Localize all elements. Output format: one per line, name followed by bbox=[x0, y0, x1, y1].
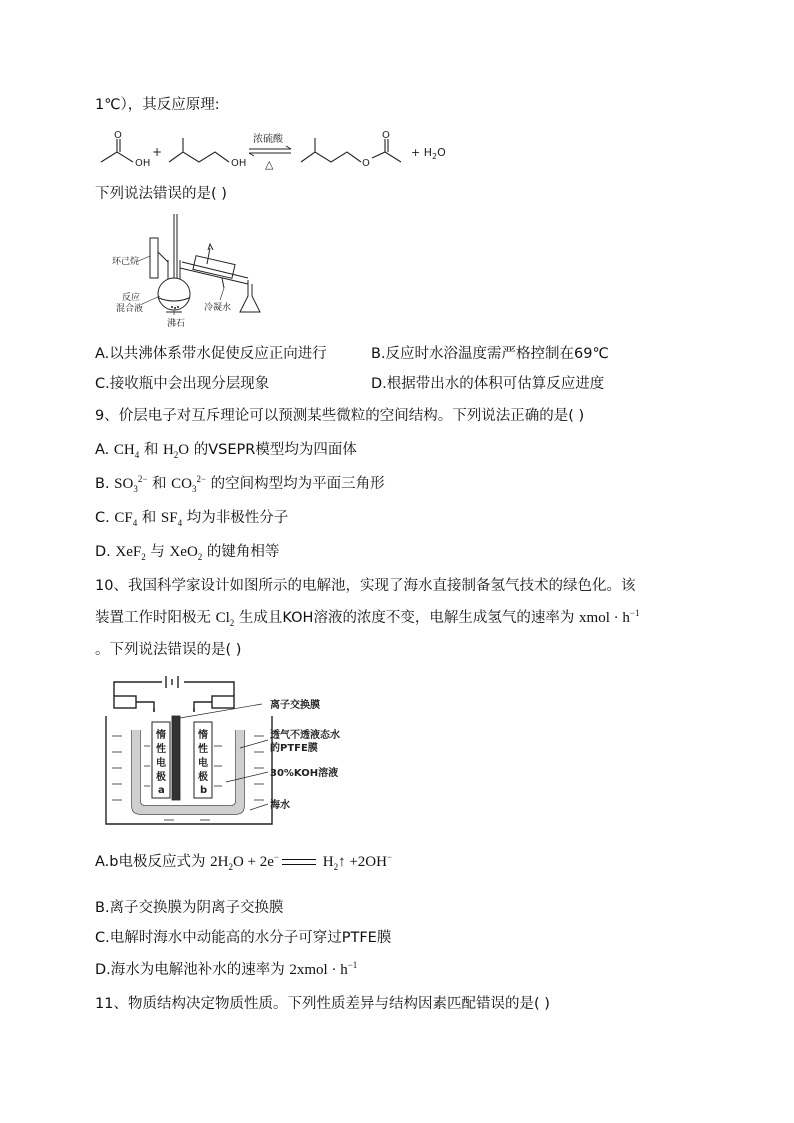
electrode-a-char-1: 惰 bbox=[156, 730, 166, 741]
electrode-a-char-4: 极 bbox=[156, 772, 166, 783]
q11-stem: 11、物质结构决定物质性质。下列性质差异与结构因素匹配错误的是( ) bbox=[95, 996, 550, 1012]
distillation-apparatus-figure bbox=[112, 212, 272, 332]
acid-o-label: O bbox=[114, 130, 122, 141]
heat-label: △ bbox=[265, 158, 274, 171]
q10-stem-line1: 10、我国科学家设计如图所示的电解池，实现了海水直接制备氢气技术的绿色化。该 bbox=[95, 578, 636, 594]
electrode-a-char-2: 性 bbox=[156, 744, 166, 755]
reaction-scheme bbox=[95, 128, 455, 178]
electrode-b-char-1: 惰 bbox=[198, 730, 208, 741]
label-cyclohexane: 环己烷 bbox=[112, 257, 140, 267]
label-ptfe-2: 的PTFE膜 bbox=[270, 743, 318, 754]
electrode-b-char-3: 电 bbox=[198, 758, 208, 769]
label-seawater: 海水 bbox=[270, 800, 290, 811]
q10-stem-line2: 装置工作时阳极无 $Cl_2$ 生成且KOH溶液的浓度不变，电解生成氢气的速率为 xmol · $h^{-1}$ bbox=[95, 608, 640, 628]
q9-option-d[interactable]: D. XeF$_2$ 与 XeO$_2$ 的键角相等 bbox=[95, 544, 280, 562]
q8-option-a[interactable]: A.以共沸体系带水促使反应正向进行 bbox=[95, 346, 327, 362]
q10-option-c[interactable]: C.电解时海水中动能高的水分子可穿过PTFE膜 bbox=[95, 930, 392, 946]
q9-option-b[interactable]: B. $SO_3^{2-}$ 和 $CO_3^{2-}$ 的空间构型均为平面三角形 bbox=[95, 474, 385, 494]
electrolysis-cell-figure bbox=[104, 676, 364, 828]
electrode-a-char-3: 电 bbox=[156, 758, 166, 769]
electrode-b-char-2: 性 bbox=[198, 744, 208, 755]
alcohol-oh-label: OH bbox=[231, 158, 247, 169]
q9-option-c[interactable]: C. $CF_4$ 和 $SF_4$ 均为非极性分子 bbox=[95, 510, 289, 528]
electrode-a-char-5: a bbox=[158, 785, 165, 796]
ester-o-label: O bbox=[362, 158, 370, 169]
q8-option-b[interactable]: B.反应时水浴温度需严格控制在69℃ bbox=[371, 346, 609, 362]
label-boiling-chip: 沸石 bbox=[167, 319, 186, 329]
water-label: + $H_2O$ bbox=[411, 146, 446, 161]
label-ptfe-1: 透气不透液态水 bbox=[270, 730, 340, 741]
q9-option-a[interactable]: A. $CH_4$ 和 $H_2O$ 的VSEPR模型均为四面体 bbox=[95, 442, 357, 460]
label-cooling-water: 冷凝水 bbox=[204, 303, 232, 313]
acid-oh-label: OH bbox=[135, 158, 151, 169]
label-membrane: 离子交换膜 bbox=[270, 700, 320, 711]
q10-option-a[interactable]: A.b电极反应式为 $2H_2O + 2e^-$ $H_2↑ +2OH^-$ bbox=[95, 852, 393, 872]
q10-stem-line3: 。下列说法错误的是( ) bbox=[95, 642, 242, 658]
label-koh: 30%KOH溶液 bbox=[270, 768, 339, 779]
equals-double-line-icon bbox=[282, 859, 316, 865]
intro-text: 1℃），其反应原理: bbox=[95, 97, 220, 113]
label-mixture-2: 混合液 bbox=[116, 304, 144, 314]
q8-stem: 下列说法错误的是( ) bbox=[95, 186, 227, 202]
ester-carbonyl-o-label: O bbox=[382, 130, 390, 141]
electrode-b-char-4: 极 bbox=[198, 772, 208, 783]
q9-stem: 9、价层电子对互斥理论可以预测某些微粒的空间结构。下列说法正确的是( ) bbox=[95, 408, 585, 424]
q8-option-c[interactable]: C.接收瓶中会出现分层现象 bbox=[95, 376, 270, 392]
label-mixture-1: 反应 bbox=[122, 293, 141, 303]
q10-option-d[interactable]: D.海水为电解池补水的速率为 2xmol · $h^{-1}$ bbox=[95, 960, 358, 978]
electrode-b-char-5: b bbox=[200, 785, 208, 796]
q10-option-b[interactable]: B.离子交换膜为阴离子交换膜 bbox=[95, 900, 284, 916]
plus-sign: + bbox=[152, 145, 163, 159]
q8-option-d[interactable]: D.根据带出水的体积可估算反应进度 bbox=[371, 376, 605, 392]
catalyst-label: 浓硫酸 bbox=[253, 134, 283, 145]
